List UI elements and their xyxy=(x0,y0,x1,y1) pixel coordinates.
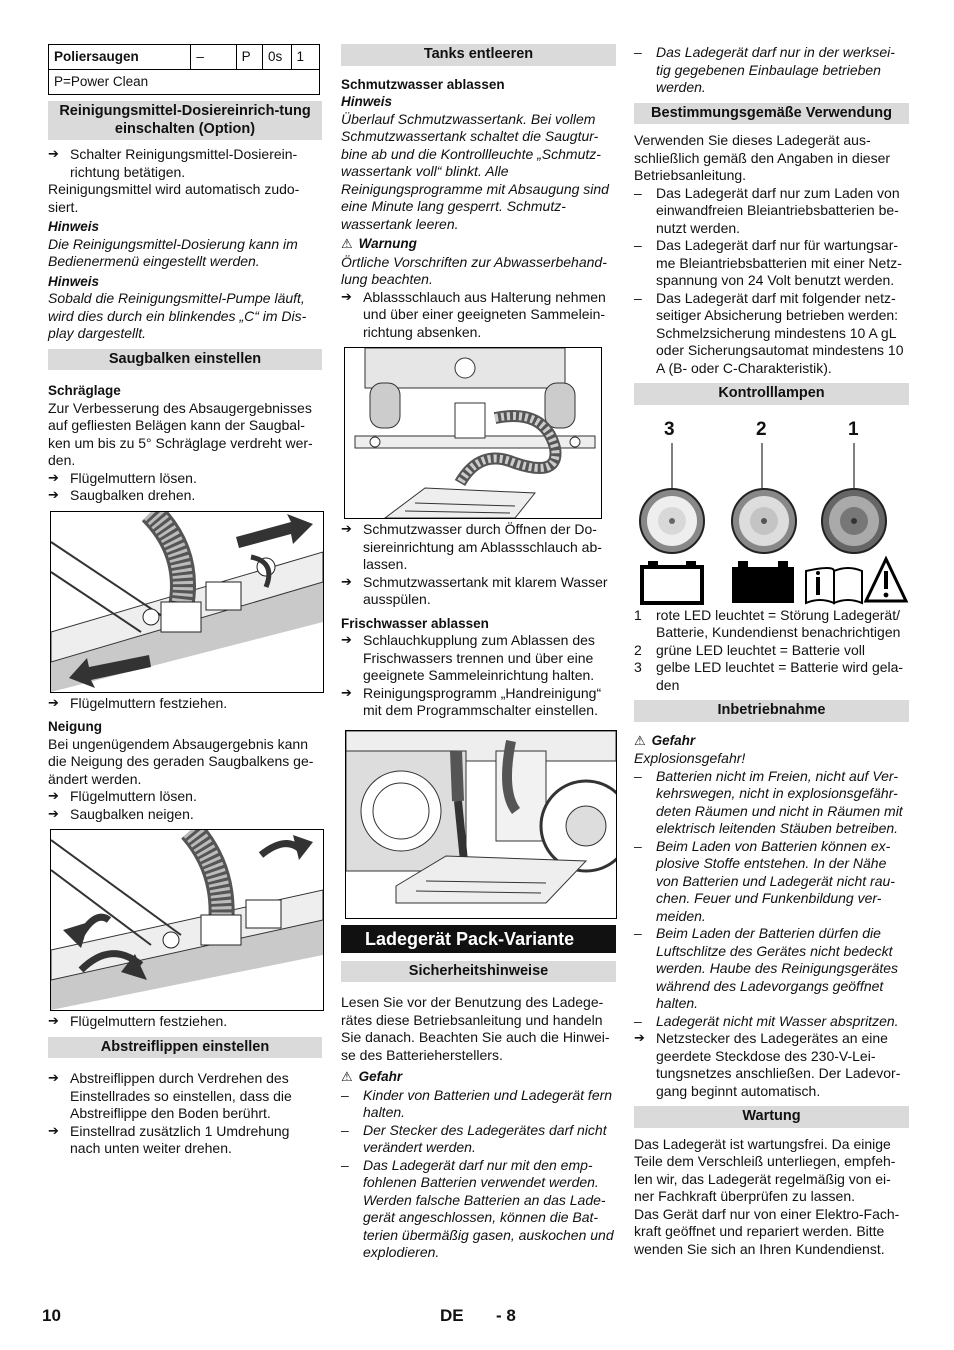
column-right xyxy=(634,44,909,1258)
hint-text: Die Reinigungsmittel-Dosierung kann im Bedienermenü eingestellt werden. xyxy=(48,235,298,269)
subheading: Schräglage xyxy=(48,383,121,398)
instruction-step: ➔ Schalter Reinigungsmittel-Dosierein-richtung betätigen. xyxy=(48,146,322,181)
paragraph: Zur Verbesserung des Absaugergebnisses auf gefliesten Belägen kann der Saugbal-ken um bis zu 5° Schräglage verdreht wer-den. xyxy=(48,399,313,468)
chapter-banner: Ladegerät Pack-Variante xyxy=(341,925,616,953)
warning-triangle-icon xyxy=(866,559,906,601)
instruction-step: ➔ Schmutzwasser durch Öffnen der Do-siereinrichtung am Ablassschlauch ab-lassen. xyxy=(341,521,616,574)
legend-number: 2 xyxy=(634,641,642,658)
instruction-step: ➔ Schmutzwassertank mit klarem Wasser ausspülen. xyxy=(341,574,616,609)
paragraph: Das Ladegerät ist wartungsfrei. Da einige Teile dem Verschleiß unterliegen, empfeh-len wir, das Ladegerät regelmäßig von ei-ner Fachkraft überprüfen zu lassen. xyxy=(634,1135,896,1204)
section-heading: Bestimmungsgemäße Verwendung xyxy=(634,103,909,125)
instruction-step: ➔ Reinigungsprogramm „Handreinigung“ mit dem Programmschalter einstellen. xyxy=(341,685,616,720)
indicator-lamps-drawing xyxy=(634,411,909,607)
battery-outline-icon xyxy=(642,561,702,603)
section-heading: Inbetriebnahme xyxy=(634,700,909,722)
section-heading: Wartung xyxy=(634,1106,909,1128)
led-legend-item xyxy=(634,642,909,660)
legend-number: 3 xyxy=(634,659,642,675)
table-row xyxy=(49,70,320,95)
drain-hose-illustration xyxy=(344,347,602,519)
led-legend-item xyxy=(634,659,909,694)
instruction-step: ➔ Flügelmuttern festziehen. xyxy=(48,695,322,713)
fresh-water-illustration xyxy=(345,730,617,919)
list-item: – Das Ladegerät darf nur mit den emp-fohlenen Batterien verwendet werden. Werden falsche Batterien an das Lade-gerät angeschlossen, können die Bat-terien übermäßig gasen, auskochen und explodieren. xyxy=(341,1157,616,1262)
table-cell: 1 xyxy=(291,45,320,70)
subheading: Schmutzwasser ablassen xyxy=(341,76,505,92)
list-item: – Das Ladegerät darf mit folgender netz-seitiger Absicherung betrieben werden: Schmelzsicherung mindestens 10 A gL oder Sicherungsautomat mindestens 10 A (B- oder C-Charakteristik). xyxy=(634,290,909,378)
paragraph: Lesen Sie vor der Benutzung des Ladege-rätes diese Betriebsanleitung und handeln Sie danach. Beachten Sie auch die Hinwei-se des Batterieherstellers. xyxy=(341,994,610,1063)
indicator-lamps-figure xyxy=(634,411,909,607)
drain-hose-drawing xyxy=(345,348,601,518)
squeegee-tilt-drawing xyxy=(51,830,323,1010)
instruction-step: ➔ Flügelmuttern festziehen. xyxy=(48,1013,322,1031)
instruction-step: ➔ Ablassschlauch aus Halterung nehmen und über einer geeigneten Sammelein-richtung absenken. xyxy=(341,289,616,342)
list-item: – Ladegerät nicht mit Wasser abspritzen. xyxy=(634,1013,909,1031)
danger-label-text: Gefahr xyxy=(651,732,696,748)
table-cell: P xyxy=(236,45,262,70)
hint-text: Sobald die Reinigungsmittel-Pumpe läuft, wird dies durch ein blinkendes „C“ im Dis-play dargestellt. xyxy=(48,290,307,341)
hint-text: Überlauf Schmutzwassertank. Bei vollem Schmutzwassertank schaltet die Saugtur-bine ab und die Kontrollleuchte „Schmutz-wassertank voll“ blinkt. Alle Reinigungsprogramme mit Absaugung sind eine Minute lang gesperrt. Schmutz-wassertank leeren. xyxy=(341,110,609,232)
table-row xyxy=(49,45,320,70)
warning-label-text: Warnung xyxy=(358,236,417,251)
table-cell: 0s xyxy=(263,45,291,70)
yellow-lamp-icon xyxy=(640,489,704,553)
hint-label: Hinweis xyxy=(341,94,393,109)
red-lamp-icon xyxy=(822,489,886,553)
legend-text: rote LED leuchtet = Störung Ladegerät/ Batterie, Kundendienst benachrichtigen xyxy=(656,606,901,640)
subheading: Neigung xyxy=(48,719,102,734)
hint-label: Hinweis xyxy=(48,273,100,289)
danger-label xyxy=(341,1068,616,1087)
list-item: – Beim Laden der Batterien dürfen die Luftschlitze des Gerätes nicht bedeckt werden. Haube des Reinigungsgerätes während des Ladevorgangs geöffnet halten. xyxy=(634,925,909,1013)
instruction-step: ➔ Einstellrad zusätzlich 1 Umdrehung nach unten weiter drehen. xyxy=(48,1123,322,1158)
lamp-number: 1 xyxy=(848,418,859,440)
column-middle xyxy=(341,44,616,1262)
warning-label xyxy=(341,235,616,254)
instruction-step: ➔ Flügelmuttern lösen. xyxy=(48,788,322,806)
fresh-water-drawing xyxy=(346,731,616,918)
green-lamp-icon xyxy=(732,489,796,553)
list-item: – Das Ladegerät darf nur für wartungsar-me Bleiantriebsbatterien mit einer Netz-spannung von 24 Volt benutzt werden. xyxy=(634,237,909,290)
list-item: – Der Stecker des Ladegerätes darf nicht verändert werden. xyxy=(341,1122,616,1157)
instruction-step: ➔ Netzstecker des Ladegerätes an eine geerdete Steckdose des 230-V-Lei-tungsnetzes anschließen. Der Ladevor-gang beginnt automatisch. xyxy=(634,1030,909,1100)
section-heading: Abstreiflippen einstellen xyxy=(48,1037,322,1059)
lamp-number: 2 xyxy=(756,418,767,440)
paragraph: Bei ungenügendem Absaugergebnis kann die Neigung des geraden Saugbalkens ge-ändert werden. xyxy=(48,735,314,787)
manual-book-icon xyxy=(806,568,862,603)
danger-label xyxy=(634,732,909,751)
page-number: 10 xyxy=(42,1306,61,1325)
table-cell: P=Power Clean xyxy=(49,70,320,95)
table-cell: Poliersaugen xyxy=(49,45,191,70)
column-left xyxy=(48,44,322,1158)
instruction-step: ➔ Saugbalken neigen. xyxy=(48,806,322,824)
list-item: – Das Ladegerät darf nur in der werksei-tig gegebenen Einbaulage betrieben werden. xyxy=(634,44,909,97)
warning-icon: ⚠ xyxy=(341,1070,353,1085)
section-heading: Tanks entleeren xyxy=(341,44,616,66)
list-item: – Das Ladegerät darf nur zum Laden von einwandfreien Bleiantriebsbatterien be-nutzt werden. xyxy=(634,185,909,238)
instruction-step: ➔ Flügelmuttern lösen. xyxy=(48,470,322,488)
danger-text: Explosionsgefahr! xyxy=(634,750,746,766)
warning-icon: ⚠ xyxy=(341,237,353,252)
squeegee-slant-illustration xyxy=(50,511,324,693)
legend-text: gelbe LED leuchtet = Batterie wird gela-den xyxy=(656,659,904,693)
list-item: – Batterien nicht im Freien, nicht auf Ver-kehrswegen, nicht in explosionsgefähr-deten Räumen und nicht in Räumen mit elektrisch leitenden Stäuben betreiben. xyxy=(634,768,909,838)
instruction-step: ➔ Saugbalken drehen. xyxy=(48,487,322,505)
table-cell: – xyxy=(191,45,236,70)
warning-icon: ⚠ xyxy=(634,733,646,749)
warning-text: Örtliche Vorschriften zur Abwasserbehand-lung beachten. xyxy=(341,253,607,287)
sub-page-number: - 8 xyxy=(496,1306,516,1325)
paragraph: Reinigungsmittel wird automatisch zudo-siert. xyxy=(48,181,300,215)
paragraph: Verwenden Sie dieses Ladegerät aus-schließlich gemäß den Angaben in dieser Betriebsanleitung. xyxy=(634,132,891,183)
list-item: – Beim Laden von Batterien können ex-plosive Stoffe entstehen. In der Nähe von Batterien und Ladegerät nicht rau-chen. Feuer und Funkenbildung ver-meiden. xyxy=(634,838,909,926)
program-table xyxy=(48,44,320,95)
language-code: DE xyxy=(440,1306,464,1325)
squeegee-tilt-illustration xyxy=(50,829,324,1011)
squeegee-slant-drawing xyxy=(51,512,323,692)
section-heading: Sicherheitshinweise xyxy=(341,961,616,983)
instruction-step: ➔ Schlauchkupplung zum Ablassen des Frischwassers trennen und über eine geeignete Sammeleinrichtung halten. xyxy=(341,632,616,685)
section-heading: Kontrolllampen xyxy=(634,383,909,405)
lamp-number: 3 xyxy=(664,418,675,440)
battery-full-icon xyxy=(732,561,794,603)
instruction-step: ➔ Abstreiflippen durch Verdrehen des Einstellrades so einstellen, dass die Abstreiflippe den Boden berührt. xyxy=(48,1070,322,1123)
paragraph: Das Gerät darf nur von einer Elektro-Fach-kraft geöffnet und repariert werden. Bitte wenden Sie sich an Ihren Kundendienst. xyxy=(634,1205,900,1257)
subheading: Frischwasser ablassen xyxy=(341,615,489,631)
hint-label: Hinweis xyxy=(48,219,100,234)
section-heading: Reinigungsmittel-Dosiereinrich-tung einschalten (Option) xyxy=(48,101,322,140)
led-legend-item xyxy=(634,607,909,642)
legend-text: grüne LED leuchtet = Batterie voll xyxy=(656,641,865,658)
legend-number: 1 xyxy=(634,606,642,623)
section-heading: Saugbalken einstellen xyxy=(48,349,322,371)
list-item: – Kinder von Batterien und Ladegerät fern halten. xyxy=(341,1087,616,1122)
danger-label-text: Gefahr xyxy=(358,1069,403,1084)
